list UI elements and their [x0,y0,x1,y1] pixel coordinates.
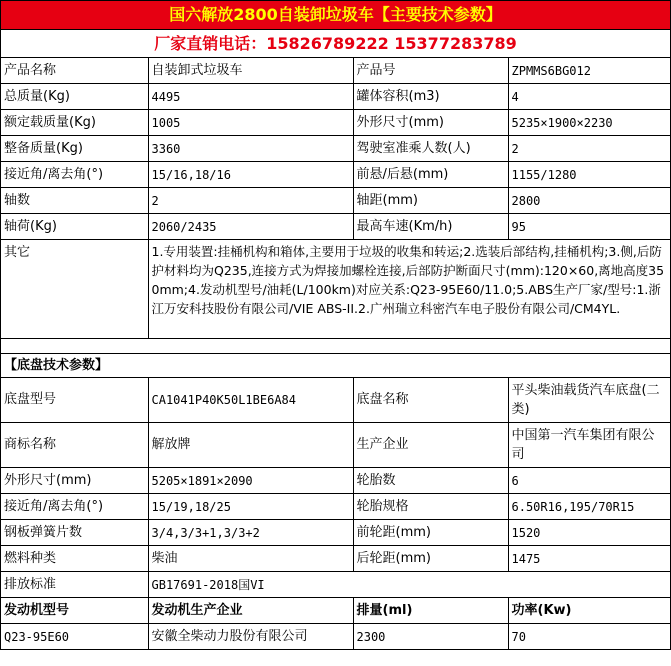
spec-label: 总质量(Kg) [1,84,148,110]
spec-label: 接近角/离去角(°) [1,494,148,520]
spec-label: 商标名称 [1,423,148,468]
spec-value: 5235×1900×2230 [508,110,670,136]
table-row [1,423,670,468]
table-row [1,546,670,572]
engine-header-cell: 发动机型号 [1,598,148,624]
spec-value: 解放牌 [148,423,353,468]
engine-row [1,624,670,650]
table-row [1,378,670,423]
spec-label: 钢板弹簧片数 [1,520,148,546]
emission-value: GB17691-2018国VI [148,572,670,598]
spec-label: 罐体容积(m3) [353,84,508,110]
engine-power: 70 [508,624,670,650]
spacer-cell [1,339,670,354]
spec-label: 底盘型号 [1,378,148,423]
engine-maker: 安徽全柴动力股份有限公司 [148,624,353,650]
spec-label: 产品号 [353,58,508,84]
engine-header-cell: 排量(ml) [353,598,508,624]
spec-label: 轴荷(Kg) [1,214,148,240]
spec-value: CA1041P40K50L1BE6A84 [148,378,353,423]
spec-value: 1005 [148,110,353,136]
spec-value: 15/19,18/25 [148,494,353,520]
spec-label: 前轮距(mm) [353,520,508,546]
engine-header-cell: 功率(Kw) [508,598,670,624]
spec-label: 前悬/后悬(mm) [353,162,508,188]
spec-value: 5205×1891×2090 [148,468,353,494]
table-row [1,110,670,136]
spec-label: 驾驶室准乘人数(人) [353,136,508,162]
spec-label: 轴数 [1,188,148,214]
spec-value: 2 [148,188,353,214]
spec-value: 6.50R16,195/70R15 [508,494,670,520]
table-row [1,214,670,240]
spec-label: 接近角/离去角(°) [1,162,148,188]
spec-label: 后轮距(mm) [353,546,508,572]
table-row [1,162,670,188]
spec-value: 3/4,3/3+1,3/3+2 [148,520,353,546]
other-label: 其它 [1,240,148,339]
spec-label: 产品名称 [1,58,148,84]
spec-label: 轴距(mm) [353,188,508,214]
spec-value: 平头柴油载货汽车底盘(二类) [508,378,670,423]
spec-label: 轮胎规格 [353,494,508,520]
spec-table [1,58,670,649]
spec-value: 4495 [148,84,353,110]
spec-value: 3360 [148,136,353,162]
spec-label: 轮胎数 [353,468,508,494]
spec-value: 15/16,18/16 [148,162,353,188]
spec-label: 燃料种类 [1,546,148,572]
spec-label: 外形尺寸(mm) [1,468,148,494]
chassis-section-title: 【底盘技术参数】 [1,354,670,378]
spec-value: 中国第一汽车集团有限公司 [508,423,670,468]
table-spacer [1,339,670,354]
spec-value: 自装卸式垃圾车 [148,58,353,84]
table-row [1,494,670,520]
spec-value: ZPMMS6BG012 [508,58,670,84]
table-row [1,84,670,110]
table-row [1,136,670,162]
table-row [1,468,670,494]
table-row [1,188,670,214]
spec-value: 2 [508,136,670,162]
spec-value: 1475 [508,546,670,572]
spec-value: 2060/2435 [148,214,353,240]
spec-label: 整备质量(Kg) [1,136,148,162]
engine-displacement: 2300 [353,624,508,650]
spec-label: 外形尺寸(mm) [353,110,508,136]
spec-label: 额定载质量(Kg) [1,110,148,136]
spec-value: 1520 [508,520,670,546]
table-row [1,58,670,84]
spec-label: 最高车速(Km/h) [353,214,508,240]
section-title-row [1,354,670,378]
spec-value: 95 [508,214,670,240]
engine-model: Q23-95E60 [1,624,148,650]
table-row-other [1,240,670,339]
table-row [1,520,670,546]
spec-value: 4 [508,84,670,110]
engine-header-row [1,598,670,624]
engine-header-cell: 发动机生产企业 [148,598,353,624]
spec-value: 2800 [508,188,670,214]
other-notes: 1.专用装置:挂桶机构和箱体,主要用于垃圾的收集和转运;2.选装后部结构,挂桶机构;3.侧,后防护材料均为Q235,连接方式为焊接加螺栓连接,后部防护断面尺寸(mm):120×60,离地高度350mm;4.发动机型号/油耗(L/100km)对应关系:Q23-95E60/11.0;5.ABS生产厂家/型号:1.浙江万安科技股份有限公司/VIE ABS-II.2.广州瑞立科密汽车电子股份有限公司/CM4YL. [148,240,670,339]
spec-value: 6 [508,468,670,494]
spec-value: 柴油 [148,546,353,572]
spec-label: 生产企业 [353,423,508,468]
table-row-emission [1,572,670,598]
spec-label: 底盘名称 [353,378,508,423]
contact-phone: 厂家直销电话：15826789222 15377283789 [1,30,670,58]
spec-value: 1155/1280 [508,162,670,188]
emission-label: 排放标准 [1,572,148,598]
title-banner: 国六解放2800自装卸垃圾车【主要技术参数】 [1,1,670,30]
